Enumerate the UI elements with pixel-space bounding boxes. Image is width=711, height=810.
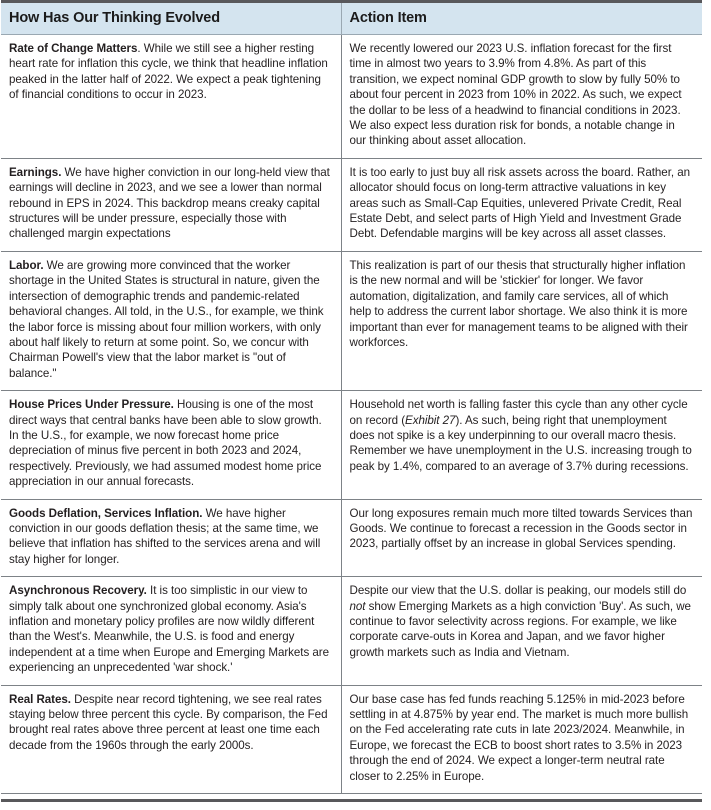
- table-row: [1, 391, 702, 499]
- thinking-cell-goods-deflation-services-inflation: [1, 499, 341, 577]
- action-body-text: It is too early to just buy all risk assets across the board. Rather, an allocator should focus on long-term attractive valuations in key areas such as Small-Cap Equities, unlevered Private Credit, Real Estate Debt, and select parts of High Yield and Investment Grade Debt. Defendable margins will be key across all asset classes.: [349, 165, 691, 241]
- thinking-cell-earnings: [1, 158, 341, 251]
- topic-body-text: While we still see a higher resting heart rate for inflation this cycle, we think that headline inflation peaked in the latter half of 2022. We expect a peak tightening of financial conditions to occur in 2023.: [9, 42, 328, 102]
- thinking-cell-house-prices-under-pressure: [1, 391, 341, 499]
- table-row: [1, 499, 702, 577]
- topic-lead-label: Earnings.: [9, 165, 62, 179]
- action-cell-asynchronous-recovery: [341, 577, 702, 685]
- column-header-how-has-our-thinking-evolved: How Has Our Thinking Evolved: [1, 2, 341, 35]
- table-bottom-rule: [1, 799, 702, 802]
- action-cell-rate-of-change-matters: [341, 35, 702, 159]
- action-cell-earnings: [341, 158, 702, 251]
- thinking-cell-real-rates: [1, 685, 341, 793]
- action-body-text-pre: Despite our view that the U.S. dollar is peaking, our models still do: [349, 584, 687, 598]
- table-header-row: [1, 2, 702, 35]
- topic-body-text: We are growing more convinced that the worker shortage in the United States is structural in nature, given the intersection of demographic trends and pandemic-related behavioral changes. All told, in the U.S., for example, we think the labor force is missing about four million workers, with only about half likely to return at some point. So, we concur with Chairman Powell's view that the labor market is "out of balance.": [9, 258, 324, 380]
- table-row: [1, 577, 702, 685]
- action-cell-house-prices-under-pressure: [341, 391, 702, 499]
- action-cell-real-rates: [341, 685, 702, 793]
- action-body-text-post: show Emerging Markets as a high conviction 'Buy'. As such, we continue to favor selectivity across regions. For example, we like corporate carve-outs in Korea and Japan, and we favor higher growth markets such as India and Vietnam.: [349, 599, 691, 659]
- action-body-text-post: ). As such, being right that unemployment does not spike is a key underpinning to our overall macro thesis. Remember we have unemployment in the U.S. increasing trough to peak by 1.4%, compared to an average of 3.7% during recessions.: [349, 413, 692, 473]
- thinking-evolved-table: [1, 0, 702, 794]
- action-body-text-pre: Household net worth is falling faster this cycle than any other cycle on record (: [349, 398, 688, 427]
- table-row: [1, 251, 702, 390]
- topic-lead-punctuation: .: [137, 42, 141, 55]
- action-body-text: Our long exposures remain much more tilted towards Services than Goods. We continue to forecast a recession in the Goods sector in 2023, partially offset by an increase in global Services spending.: [349, 506, 693, 551]
- table-body: [1, 35, 702, 794]
- topic-body-text: Despite near record tightening, we see real rates staying below three percent this cycle. By comparison, the Fed brought real rates above three percent at least one time each decade from the 1960s through the early 2000s.: [9, 692, 328, 752]
- topic-body-text: We have higher conviction in our long-held view that earnings will decline in 2023, and we see a lower than normal rebound in EPS in 2024. This backdrop means creaky capital structures will be under pressure, especially those with challenged margin expectations: [9, 165, 330, 241]
- table-header: [1, 2, 702, 35]
- table-row: [1, 35, 702, 159]
- emphasis-not: not: [349, 599, 366, 613]
- action-cell-labor: [341, 251, 702, 390]
- topic-lead-label: Labor.: [9, 258, 44, 272]
- thinking-cell-asynchronous-recovery: [1, 577, 341, 685]
- topic-body-text: We have higher conviction in our goods deflation thesis; at the same time, we believe that inflation has shifted to the services arena and will stay higher for longer.: [9, 506, 321, 566]
- thinking-cell-rate-of-change-matters: [1, 35, 341, 159]
- table-row: [1, 158, 702, 251]
- topic-lead-label: Real Rates.: [9, 692, 71, 706]
- action-body-text: We recently lowered our 2023 U.S. inflation forecast for the first time in almost two years to 3.9% from 4.8%. As part of this transition, we expect nominal GDP growth to slow by fully 50% to about four percent in 2023 from 10% in 2022. As such, we expect the dollar to be less of a headwind to financial conditions in 2023. We also expect less duration risk for bonds, a notable change in our thinking about asset allocation.: [349, 42, 682, 148]
- action-cell-goods-deflation-services-inflation: [341, 499, 702, 577]
- topic-lead-label: Asynchronous Recovery.: [9, 584, 147, 598]
- thinking-cell-labor: [1, 251, 341, 390]
- column-header-action-item: Action Item: [341, 2, 702, 35]
- topic-lead-label: House Prices Under Pressure.: [9, 398, 174, 412]
- table-row: [1, 685, 702, 793]
- topic-body-text: Housing is one of the most direct ways that central banks have been able to slow growth. In the U.S., for example, we now forecast home price depreciation of minus five percent in both 2023 and 2024, respectively. Previously, we had assumed modest home price appreciation in our annual forecasts.: [9, 398, 322, 489]
- action-body-text: Our base case has fed funds reaching 5.125% in mid-2023 before settling in at 4.875% by year end. The market is much more bullish on the Fed accelerating rate cuts in late 2023/2024. Meanwhile, in Europe, we forecast the ECB to boost short rates to 3.5% in 2023 through the end of 2024. We expect a longer-term neutral rate closer to 2.25% in Europe.: [349, 692, 689, 783]
- topic-lead-label: Rate of Change Matters: [9, 42, 138, 55]
- exhibit-reference: Exhibit 27: [405, 413, 456, 427]
- topic-lead-label: Goods Deflation, Services Inflation.: [9, 506, 203, 520]
- topic-body-text: It is too simplistic in our view to simply talk about one synchronized global economy. Asia's inflation and monetary policy profiles are now wildly different than the West's. Meanwhile, the U.S. is food and energy independent at a time when Europe and Emerging Markets are experiencing an unprecedented 'war shock.': [9, 584, 329, 675]
- action-body-text: This realization is part of our thesis that structurally higher inflation is the new normal and will be 'stickier' for longer. We favor automation, digitalization, and family care services, all of which help to address the current labor shortage. We also think it is more important than ever for management teams to be aligned with their workforces.: [349, 258, 688, 349]
